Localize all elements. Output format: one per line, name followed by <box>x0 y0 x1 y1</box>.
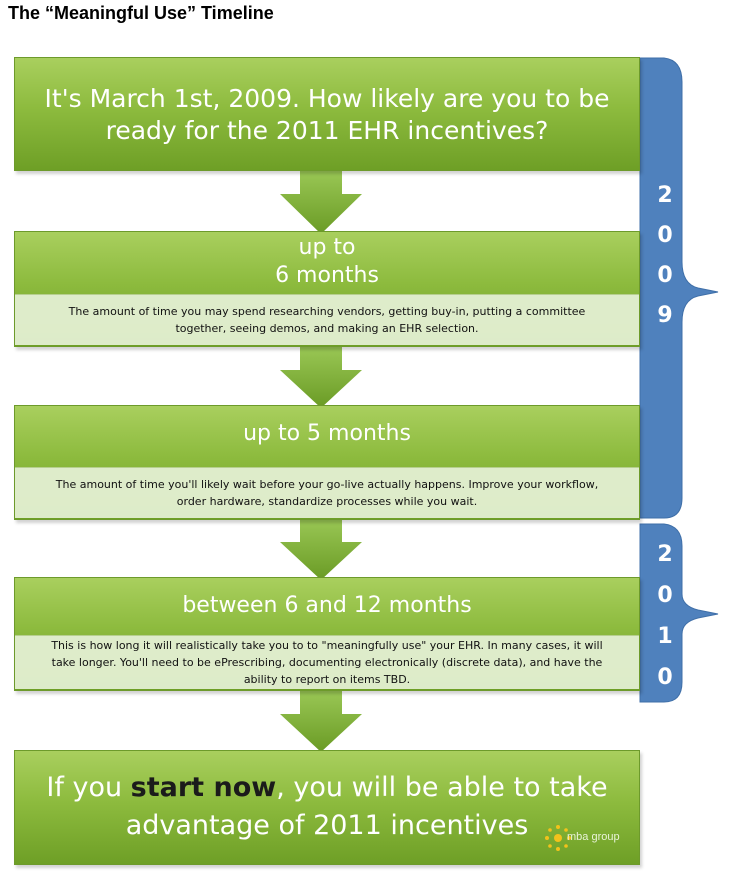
step-box-6-months <box>14 231 640 347</box>
year-2010-digit: 0 <box>657 583 673 608</box>
intro-line: It's March 1st, 2009. How likely are you to be <box>44 84 610 113</box>
description-line: together, seeing demos, and making an EHR selection. <box>175 322 479 335</box>
year-2010-label <box>653 534 677 698</box>
description-line: take longer. You'll need to be ePrescribing, documenting electronically (discrete data), and have the <box>51 656 603 669</box>
description-line: order hardware, standardize processes while you wait. <box>176 495 478 508</box>
down-arrow-icon <box>280 688 362 752</box>
conclusion-box <box>14 750 640 865</box>
brace-2009 <box>636 52 736 524</box>
intro-line: ready for the 2011 EHR incentives? <box>105 116 549 145</box>
step-heading: up to 5 months <box>243 421 411 446</box>
step-box-5-months <box>14 405 640 520</box>
description-line: ability to report on items TBD. <box>243 673 411 686</box>
step-description <box>15 467 639 518</box>
year-2010-digit: 0 <box>657 665 673 690</box>
step-heading: up to <box>298 235 356 260</box>
description-line: The amount of time you'll likely wait before your go-live actually happens. Improve your workflow, <box>55 478 599 491</box>
year-2009-digit: 0 <box>657 223 673 248</box>
step-description <box>15 294 639 345</box>
down-arrow-icon <box>280 344 362 408</box>
down-arrow-icon <box>280 516 362 580</box>
conclusion-text: , you will be able to take <box>276 772 608 803</box>
step-heading: 6 months <box>275 263 379 288</box>
year-2010-digit: 1 <box>657 624 673 649</box>
conclusion-text: If you <box>46 772 131 803</box>
logo <box>543 823 635 853</box>
start-now-emphasis: start now <box>130 772 277 803</box>
year-2009-digit: 2 <box>657 183 673 208</box>
description-line: The amount of time you may spend researching vendors, getting buy-in, putting a committee <box>68 305 586 318</box>
year-2009-digit: 9 <box>657 303 673 328</box>
conclusion-line: advantage of 2011 incentives <box>125 810 529 841</box>
year-2009-digit: 0 <box>657 263 673 288</box>
down-arrow-icon <box>280 168 362 234</box>
description-line: This is how long it will realistically take you to to "meaningfully use" your EHR. In many cases, it will <box>51 639 603 652</box>
step-heading: between 6 and 12 months <box>182 593 472 618</box>
step-description <box>15 635 639 689</box>
brace-2010 <box>636 520 736 708</box>
conclusion-line <box>15 769 639 807</box>
year-2010-digit: 2 <box>657 542 673 567</box>
page-title: The “Meaningful Use” Timeline <box>8 3 274 23</box>
logo-text: mba group <box>567 831 620 843</box>
step-box-6-12-months <box>14 577 640 691</box>
year-2009-label <box>653 176 677 336</box>
intro-box <box>14 57 640 171</box>
